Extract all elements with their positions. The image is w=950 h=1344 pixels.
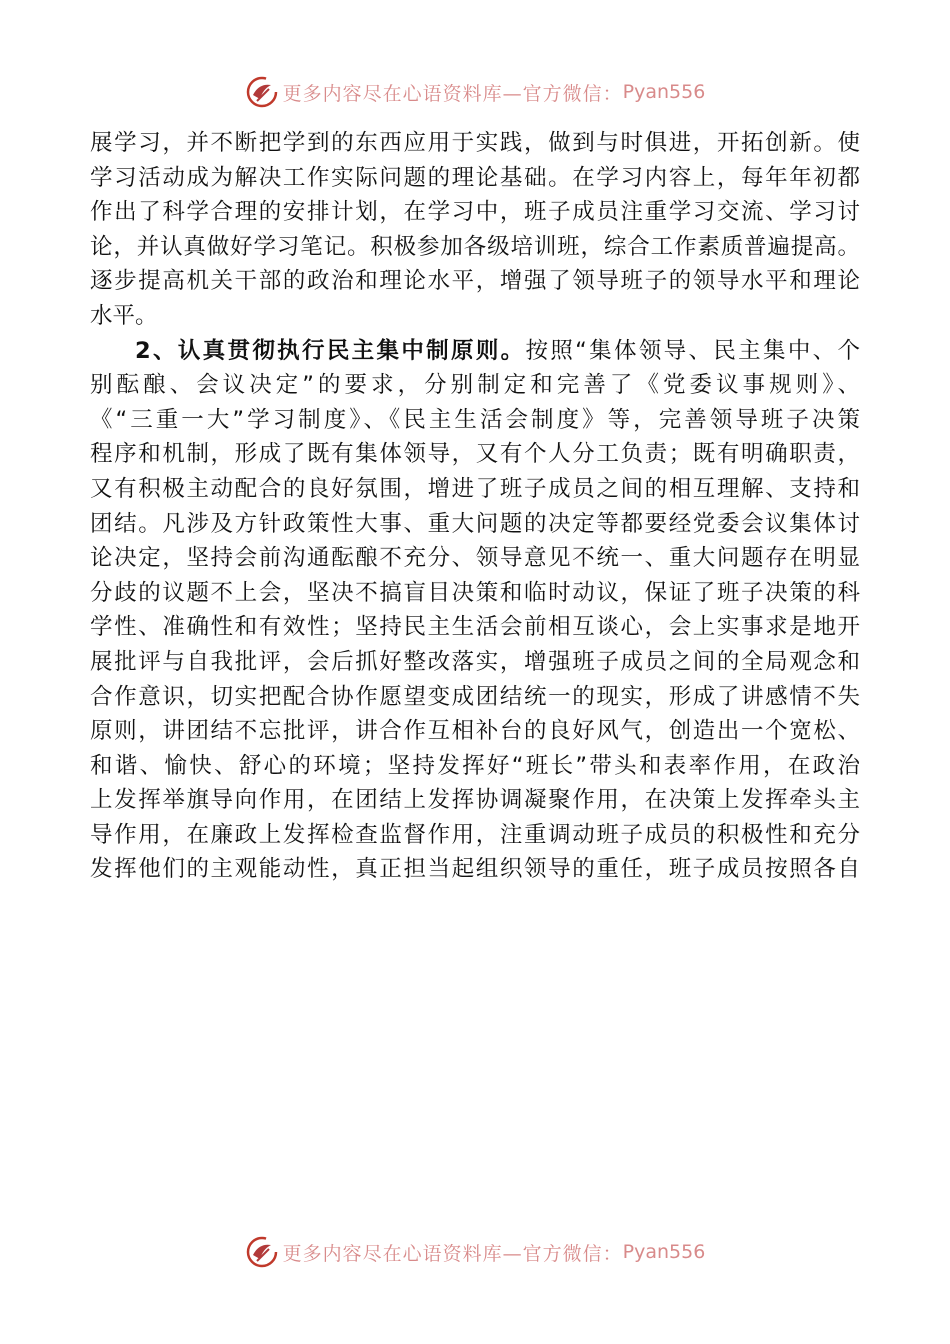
text-line: 作出了科学合理的安排计划，在学习中，班子成员注重学习交流、学习讨 [90,199,860,226]
watermark-text: 更多内容尽在心语资料库—官方微信： [282,82,623,105]
text-line: 导作用，在廉政上发挥检查监督作用，注重调动班子成员的积极性和充分 [90,821,860,848]
text-line: 学性、准确性和有效性；坚持民主生活会前相互谈心，会上实事求是地开 [90,614,860,641]
text-line: 《“三重一大”学习制度》、《民主生活会制度》等，完善领导班子决策 [90,406,860,433]
text-line: 上发挥举旗导向作用，在团结上发挥协调凝聚作用，在决策上发挥牵头主 [90,787,860,814]
text-line: 水平。 [90,302,158,329]
text-line: 合作意识，切实把配合协作愿望变成团结统一的现实，形成了讲感情不失 [90,683,860,710]
text-line: 别酝酿、会议决定”的要求，分别制定和完善了《党委议事规则》、 [90,372,860,399]
document-body [90,126,860,887]
header-watermark [0,72,950,112]
text-line: 论，并认真做好学习笔记。积极参加各级培训班，综合工作素质普遍提高。 [90,233,860,260]
watermark-text: 更多内容尽在心语资料库—官方微信： [282,1242,623,1265]
text-line: 展学习，并不断把学到的东西应用于实践，做到与时俱进，开拓创新。使 [90,130,860,156]
paragraph-heading: 2、认真贯彻执行民主集中制原则。 [135,337,526,364]
text-line: 逐步提高机关干部的政治和理论水平，增强了领导班子的领导水平和理论 [90,268,860,295]
text-line: 论决定，坚持会前沟通酝酿不充分、领导意见不统一、重大问题存在明显 [90,545,860,572]
text-line: 程序和机制，形成了既有集体领导，又有个人分工负责；既有明确职责， [90,441,860,468]
text-line: 又有积极主动配合的良好氛围，增进了班子成员之间的相互理解、支持和 [90,475,860,502]
text-line: 展批评与自我批评，会后抓好整改落实，增强班子成员之间的全局观念和 [90,648,860,675]
footer-watermark [0,1232,950,1272]
text-line: 发挥他们的主观能动性，真正担当起组织领导的重任，班子成员按照各自 [90,856,860,883]
text-line: 分歧的议题不上会，坚决不搞盲目决策和临时动议，保证了班子决策的科 [90,579,860,606]
brand-logo-icon [245,1235,279,1269]
text-span: 按照“集体领导、民主集中、个 [525,337,860,364]
watermark-wechat-id: Pyan556 [622,81,706,103]
text-line: 原则，讲团结不忘批评，讲合作互相补台的良好风气，创造出一个宽松、 [90,718,860,745]
paragraph-2-first-line [90,334,860,369]
watermark-wechat-id: Pyan556 [622,1241,706,1263]
brand-logo-icon [245,75,279,109]
text-line: 和谐、愉快、舒心的环境；坚持发挥好“班长”带头和表率作用，在政治 [90,752,860,779]
text-line: 团结。凡涉及方针政策性大事、重大问题的决定等都要经党委会议集体讨 [90,510,860,537]
text-line: 学习活动成为解决工作实际问题的理论基础。在学习内容上，每年年初都 [90,164,860,191]
